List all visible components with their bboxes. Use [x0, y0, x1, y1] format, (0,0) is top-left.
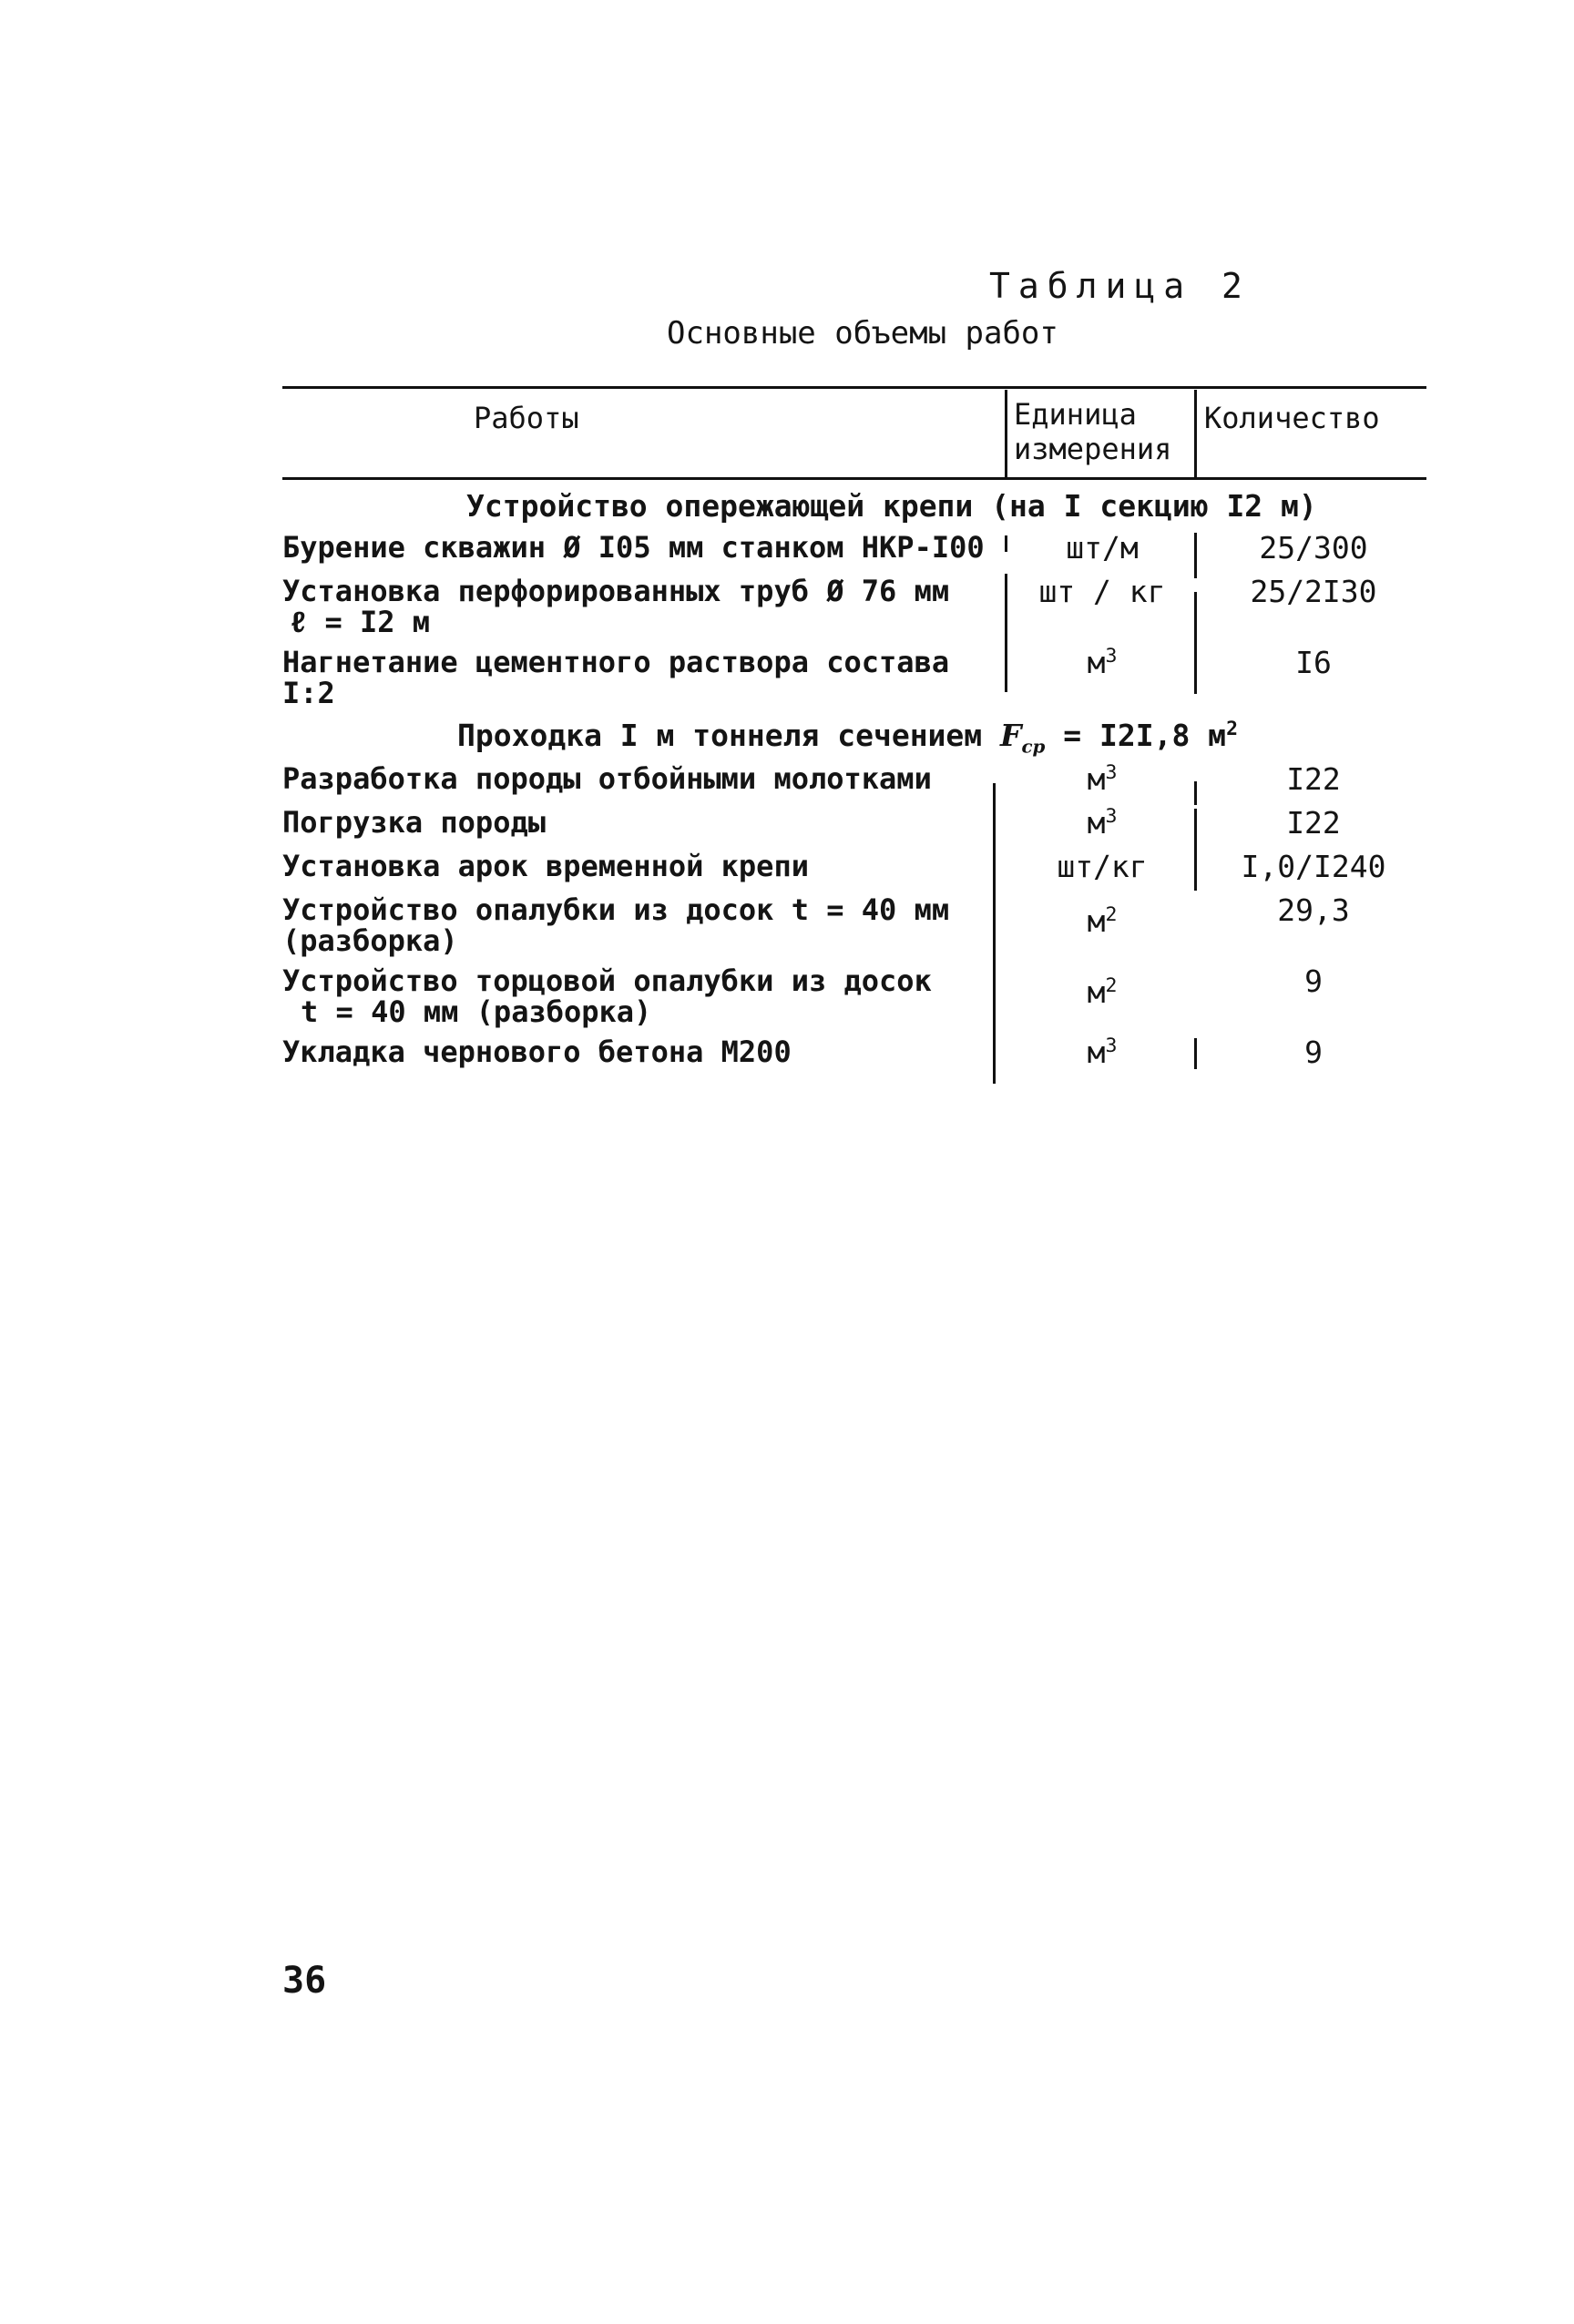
work-cell: Погрузка породы [282, 805, 546, 840]
quantity-cell: 9 [1304, 1035, 1323, 1070]
table-title: Основные объемы работ [667, 315, 1058, 352]
section-title: Проходка I м тоннеля сечением $F_{ср} = I2I,8$ $м^2$ [457, 718, 1238, 758]
work-cell: Установка перфорированных труб Ø 76 мм [282, 574, 950, 608]
formula: $F_{ср}$ [1000, 718, 1046, 758]
unit-cell: $м^3$ [1087, 761, 1118, 797]
col-divider-2 [1194, 592, 1197, 694]
work-cell-line2: I:2 [282, 676, 335, 710]
unit-cell: $м^3$ [1087, 1035, 1118, 1070]
work-cell: Устройство торцовой опалубки из досок [282, 963, 932, 998]
unit-cell: $м^2$ [1087, 903, 1118, 939]
quantity-cell: 29,3 [1277, 892, 1350, 928]
quantity-cell: I6 [1295, 645, 1332, 680]
col-divider-1 [1005, 574, 1007, 692]
header-divider-2 [1194, 390, 1197, 477]
quantity-cell: 25/2I30 [1250, 574, 1377, 609]
header-unit-line1: Единица [1014, 397, 1137, 432]
work-cell: Бурение скважин Ø I05 мм станком НКР-I00 [282, 530, 985, 565]
unit-cell: шт / кг [1038, 574, 1166, 609]
header-unit-line2: измерения [1014, 432, 1172, 466]
header-works: Работы [474, 401, 579, 435]
col-divider-1 [993, 783, 996, 1084]
work-cell: Нагнетание цементного раствора состава [282, 645, 950, 679]
unit-cell: $м^3$ [1087, 805, 1118, 841]
col-divider-2 [1194, 809, 1197, 891]
work-cell: Установка арок временной крепи [282, 849, 809, 883]
quantity-cell: I,0/I240 [1241, 849, 1386, 884]
header-quantity: Количество [1204, 401, 1380, 435]
section-title: Устройство опережающей крепи (на I секцию I2 м) [466, 488, 1317, 524]
work-cell-line2: (разборка) [282, 923, 458, 958]
header-bottom-rule [282, 477, 1426, 480]
unit-cell: шт/кг [1057, 849, 1148, 884]
table-top-rule [282, 386, 1426, 389]
page-number: 36 [282, 1960, 327, 2002]
unit-cell: $м^2$ [1087, 974, 1118, 1010]
work-cell: Разработка породы отбойными молотками [282, 761, 932, 796]
unit-cell: $м^3$ [1087, 645, 1118, 680]
work-cell: Устройство опалубки из досок t = 40 мм [282, 892, 950, 927]
quantity-cell: I22 [1286, 761, 1341, 797]
col-divider-1 [1005, 535, 1007, 552]
col-divider-2 [1194, 1038, 1197, 1069]
col-divider-2 [1194, 533, 1197, 578]
work-cell-line2: ℓ = I2 м [290, 605, 431, 639]
header-divider-1 [1005, 390, 1007, 477]
quantity-cell: 25/300 [1259, 530, 1368, 566]
work-cell: Укладка чернового бетона М200 [282, 1035, 792, 1069]
unit-cell: шт/м [1066, 530, 1139, 566]
quantity-cell: I22 [1286, 805, 1341, 841]
col-divider-2 [1194, 781, 1197, 805]
quantity-cell: 9 [1304, 963, 1323, 999]
table-label: Таблица 2 [989, 266, 1251, 306]
work-cell-line2: t = 40 мм (разборка) [301, 994, 652, 1029]
